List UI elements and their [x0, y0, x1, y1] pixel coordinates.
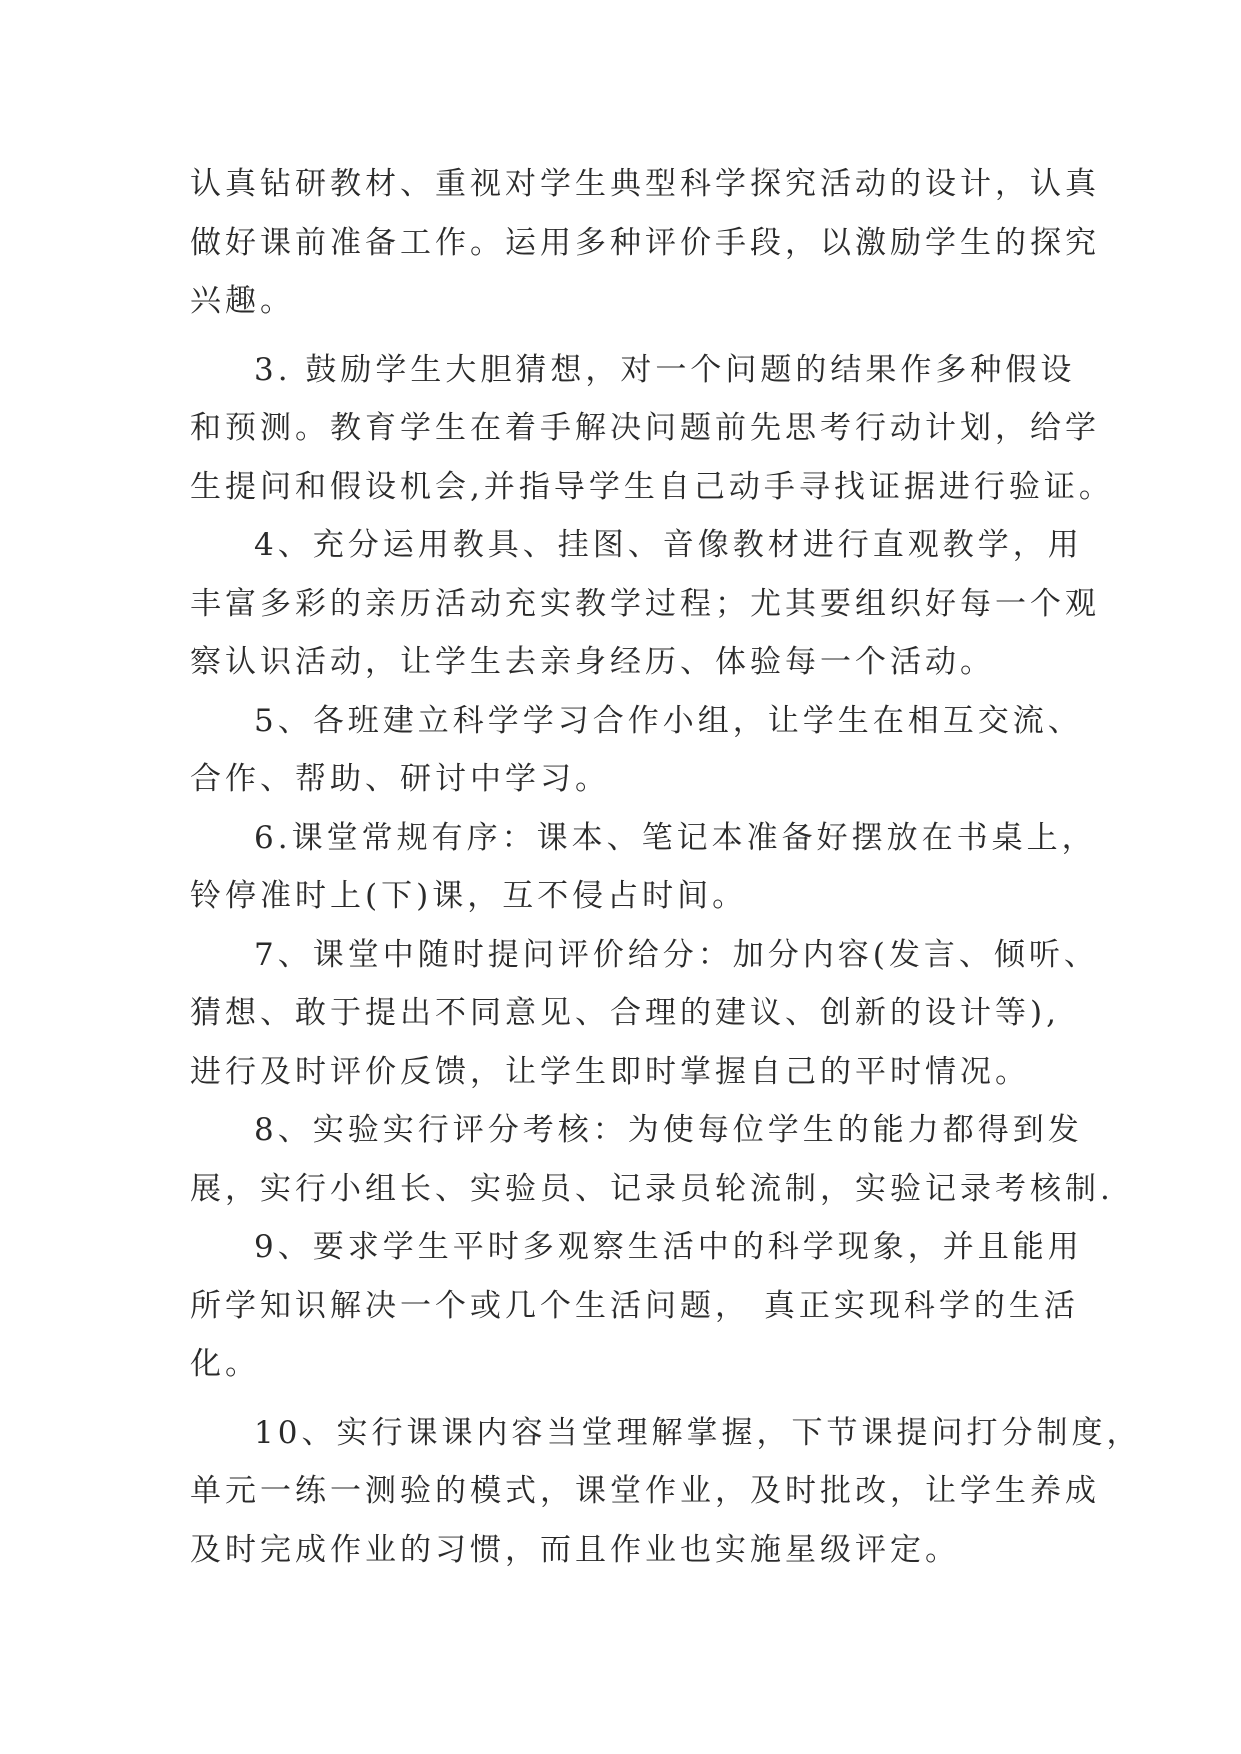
paragraph-line: 做好课前准备工作。运用多种评价手段，以激励学生的探究 [190, 224, 1100, 261]
paragraph-item-10 [190, 1404, 1142, 1580]
paragraph-line: 单元一练一测验的模式，课堂作业，及时批改，让学生养成 [190, 1473, 1100, 1509]
paragraph-line: 猜想、敢于提出不同意见、合理的建议、创新的设计等), [190, 995, 1060, 1031]
paragraph-line: 及时完成作业的习惯，而且作业也实施星级评定。 [190, 1531, 960, 1568]
paragraph-item-4 [190, 516, 1100, 692]
paragraph-item-7 [190, 926, 1099, 1102]
paragraph-item-6 [190, 809, 1097, 926]
paragraph-line: 7、课堂中随时提问评价给分：加分内容(发言、倾听、 [254, 936, 1099, 973]
paragraph-line: 9、要求学生平时多观察生活中的科学现象，并且能用 [254, 1229, 1083, 1265]
paragraph-intro [190, 155, 1100, 331]
document-body [190, 155, 1142, 1579]
paragraph-line: 8、实验实行评分考核：为使每位学生的能力都得到发 [254, 1112, 1083, 1148]
paragraph-line: 3. 鼓励学生大胆猜想，对一个问题的结果作多种假设 [254, 351, 1076, 388]
paragraph-line: 所学知识解决一个或几个生活问题， 真正实现科学的生活 [190, 1287, 1079, 1324]
paragraph-line: 兴趣。 [190, 283, 295, 319]
paragraph-line: 5、各班建立科学学习合作小组，让学生在相互交流、 [254, 702, 1083, 739]
paragraph-line: 6.课堂常规有序：课本、笔记本准备好摆放在书桌上， [254, 819, 1097, 856]
paragraph-line: 展，实行小组长、实验员、记录员轮流制，实验记录考核制. [190, 1170, 1114, 1207]
paragraph-item-5 [190, 692, 1083, 809]
paragraph-line: 认真钻研教材、重视对学生典型科学探究活动的设计，认真 [190, 166, 1100, 202]
paragraph-item-3 [190, 341, 1114, 517]
paragraph-line: 丰富多彩的亲历活动充实教学过程；尤其要组织好每一个观 [190, 585, 1100, 622]
paragraph-line: 10、实行课课内容当堂理解掌握，下节课提问打分制度， [254, 1414, 1142, 1451]
paragraph-line: 进行及时评价反馈，让学生即时掌握自己的平时情况。 [190, 1053, 1030, 1090]
paragraph-line: 铃停准时上(下)课，互不侵占时间。 [190, 878, 748, 914]
paragraph-line: 察认识活动，让学生去亲身经历、体验每一个活动。 [190, 644, 995, 680]
paragraph-item-9 [190, 1218, 1083, 1394]
paragraph-line: 和预测。教育学生在着手解决问题前先思考行动计划，给学 [190, 410, 1100, 446]
paragraph-line: 4、充分运用教具、挂图、音像教材进行直观教学，用 [254, 527, 1083, 563]
paragraph-item-8 [190, 1101, 1114, 1218]
paragraph-line: 化。 [190, 1346, 260, 1382]
paragraph-line: 合作、帮助、研讨中学习。 [190, 761, 610, 797]
paragraph-line: 生提问和假设机会,并指导学生自己动手寻找证据进行验证。 [190, 468, 1114, 505]
